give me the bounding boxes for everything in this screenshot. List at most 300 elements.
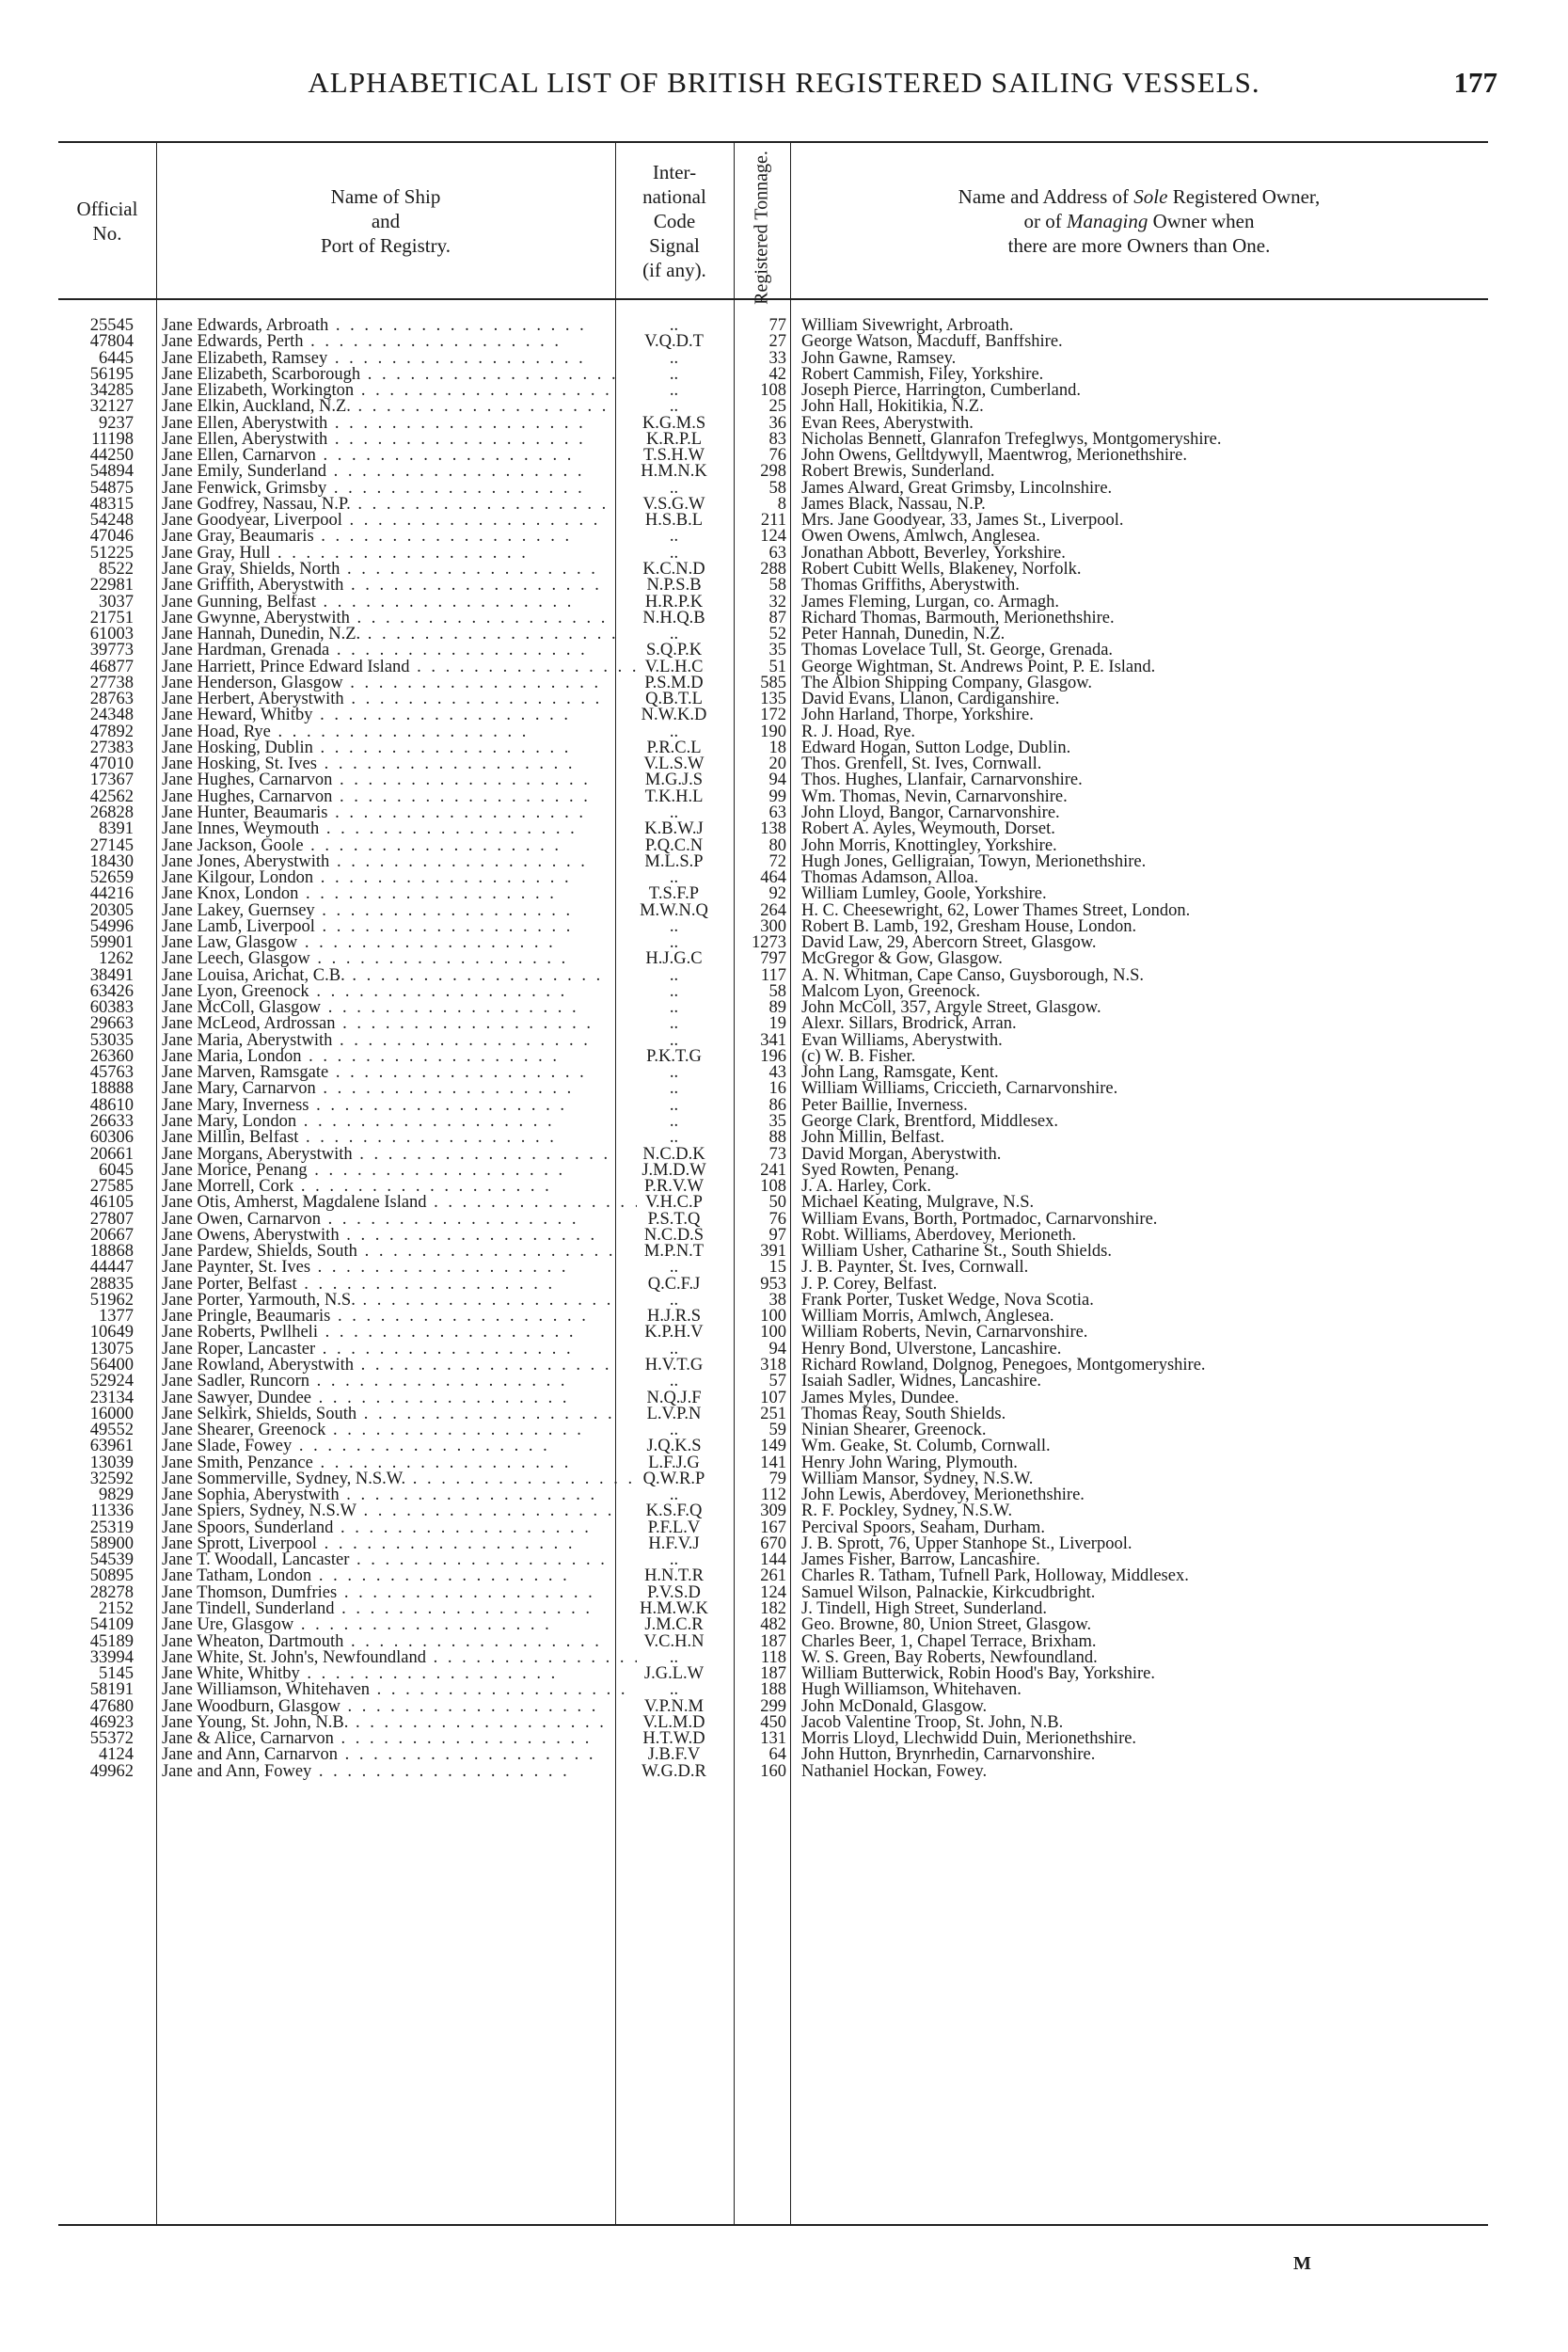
official-number: 18888: [89, 1079, 134, 1099]
owner: William Butterwick, Robin Hood's Bay, Yorkshire.: [801, 1666, 1155, 1683]
tonnage: 57: [768, 1372, 786, 1391]
owner: John Gawne, Ramsey.: [801, 350, 957, 367]
official-number: 32127: [89, 397, 134, 417]
owner: William Mansor, Sydney, N.S.W.: [801, 1470, 1034, 1488]
owner: Nathaniel Hockan, Fowey.: [801, 1763, 988, 1780]
tonnage: 124: [760, 527, 786, 547]
official-number: 8522: [99, 559, 134, 579]
official-number: 26828: [89, 803, 134, 822]
page-number: 177: [1453, 66, 1497, 99]
ship-name: Jane Griffith, Aberystwith . .: [162, 578, 637, 594]
tonnage: 58: [768, 478, 786, 498]
ship-name: Jane Morrell, Cork . .: [162, 1179, 637, 1195]
signal-code: ..: [669, 722, 679, 741]
signal-code: K.R.P.L: [645, 429, 703, 449]
ship-name: Jane T. Woodall, Lancaster . .: [162, 1552, 637, 1568]
owner: John Hutton, Brynrhedin, Carnarvonshire.: [801, 1747, 1096, 1764]
owner: Thos. Hughes, Llanfair, Carnarvonshire.: [801, 772, 1083, 789]
tonnage: 188: [760, 1680, 786, 1700]
official-number: 38491: [89, 965, 134, 985]
signal-code: ..: [669, 1095, 679, 1115]
ship-name: Jane Herbert, Aberystwith . .: [162, 691, 637, 707]
tonnage: 300: [760, 916, 786, 936]
signal-code: T.S.H.W: [643, 446, 705, 466]
tonnage: 42: [768, 364, 786, 384]
signal-code: N.P.S.B: [646, 576, 702, 596]
official-number: 39773: [89, 641, 134, 660]
signal-code: V.P.N.M: [644, 1696, 704, 1716]
signal-code: V.C.H.N: [643, 1631, 705, 1651]
ship-name: Jane Morgans, Aberystwith . .: [162, 1147, 637, 1163]
table-row: [58, 643, 1488, 659]
tonnage: 36: [768, 413, 786, 433]
official-number: 54248: [89, 511, 134, 531]
ship-name: Jane Williamson, Whitehaven . .: [162, 1682, 637, 1698]
ship-name: Jane Law, Glasgow . .: [162, 935, 637, 951]
ship-name: Jane Kilgour, London . .: [162, 870, 637, 886]
ship-name: Jane Hughes, Carnarvon . .: [162, 789, 637, 805]
header-text: Signal: [649, 233, 700, 257]
owner: Evan Williams, Aberystwith.: [801, 1032, 1003, 1049]
ship-name: Jane Maria, Aberystwith . .: [162, 1033, 637, 1049]
tonnage: 35: [768, 641, 786, 660]
ship-name: Jane Hardman, Grenada . .: [162, 643, 637, 659]
owner: William Lumley, Goole, Yorkshire.: [801, 886, 1047, 903]
tonnage: 58: [768, 981, 786, 1001]
tonnage: 167: [760, 1518, 786, 1537]
tonnage: 1273: [752, 933, 786, 953]
ship-name: Jane Emily, Sunderland . .: [162, 464, 637, 480]
official-number: 61003: [89, 625, 134, 644]
ship-name: Jane Sophia, Aberystwith . .: [162, 1487, 637, 1503]
official-number: 16000: [89, 1404, 134, 1423]
tonnage: 309: [760, 1502, 786, 1521]
tonnage: 15: [768, 1258, 786, 1278]
ship-name: Jane Gray, Shields, North . .: [162, 562, 637, 578]
table-row: [58, 821, 1488, 837]
official-number: 44447: [89, 1258, 134, 1278]
official-number: 59901: [89, 933, 134, 953]
table-row: [58, 399, 1488, 415]
tonnage: 94: [768, 771, 786, 790]
ship-name: Jane Lakey, Guernsey . .: [162, 903, 637, 919]
tonnage: 59: [768, 1421, 786, 1440]
official-number: 63961: [89, 1437, 134, 1456]
ship-name: Jane & Alice, Carnarvon . .: [162, 1731, 637, 1747]
official-number: 33994: [89, 1647, 134, 1667]
tonnage: 64: [768, 1745, 786, 1765]
ship-name: Jane Lyon, Greenock . .: [162, 984, 637, 1000]
ship-name: Jane Hannah, Dunedin, N.Z. . .: [162, 627, 637, 643]
official-number: 4124: [99, 1745, 134, 1765]
official-number: 60306: [89, 1128, 134, 1148]
tonnage: 211: [760, 511, 786, 531]
tonnage: 190: [760, 722, 786, 741]
signal-code: ..: [669, 1112, 679, 1132]
tonnage: 38: [768, 1290, 786, 1310]
signal-code: L.V.P.N: [646, 1404, 702, 1423]
owner: Hugh Jones, Gelligraian, Towyn, Merionethshire.: [801, 853, 1147, 871]
ship-name: Jane Goodyear, Liverpool . .: [162, 513, 637, 529]
official-number: 28835: [89, 1274, 134, 1294]
signal-code: ..: [669, 1063, 679, 1083]
official-number: 6045: [99, 1160, 134, 1180]
tonnage: 261: [760, 1566, 786, 1586]
owner: The Albion Shipping Company, Glasgow.: [801, 675, 1093, 692]
tonnage: 585: [760, 673, 786, 692]
official-number: 54109: [89, 1615, 134, 1635]
ship-name: Jane Otis, Amherst, Magdalene Island . .: [162, 1195, 637, 1211]
signal-code: H.R.P.K: [644, 592, 704, 612]
owner: McGregor & Gow, Glasgow.: [801, 951, 1003, 968]
ship-name: Jane Rowland, Aberystwith . .: [162, 1358, 637, 1374]
official-number: 11198: [91, 429, 134, 449]
table-body: [58, 318, 1488, 1780]
ship-name: Jane Ellen, Aberystwith . .: [162, 432, 637, 448]
signal-code: P.R.V.W: [644, 1177, 704, 1197]
tonnage: 141: [760, 1453, 786, 1472]
owner: George Watson, Macduff, Banffshire.: [801, 334, 1063, 351]
owner: Thos. Grenfell, St. Ives, Cornwall.: [801, 756, 1042, 773]
official-number: 49552: [89, 1421, 134, 1440]
official-number: 44216: [89, 884, 134, 904]
official-number: 1262: [99, 949, 134, 969]
signal-code: K.P.H.V: [644, 1323, 704, 1343]
ship-name: Jane Godfrey, Nassau, N.P. . .: [162, 497, 637, 513]
official-number: 52924: [89, 1372, 134, 1391]
header-text: Name of Ship: [330, 184, 441, 208]
signal-code: ..: [669, 1421, 679, 1440]
official-number: 50895: [89, 1566, 134, 1586]
signal-code: M.L.S.P: [644, 851, 704, 871]
ship-name: Jane and Ann, Carnarvon . .: [162, 1747, 637, 1763]
tonnage: 131: [760, 1729, 786, 1749]
tonnage: 52: [768, 625, 786, 644]
tonnage: 670: [760, 1534, 786, 1553]
official-number: 25545: [89, 316, 134, 335]
signal-code: V.H.C.P: [645, 1193, 703, 1213]
official-number: 56400: [89, 1356, 134, 1375]
official-number: 54894: [89, 462, 134, 482]
signal-code: H.T.W.D: [642, 1729, 705, 1749]
table-row: [58, 886, 1488, 902]
tonnage: 124: [760, 1582, 786, 1602]
official-number: 23134: [89, 1388, 134, 1407]
official-number: 48315: [89, 494, 134, 514]
table-row: [58, 334, 1488, 350]
signal-code: P.S.M.D: [644, 673, 704, 692]
tonnage: 138: [760, 819, 786, 839]
owner: James Black, Nassau, N.P.: [801, 496, 986, 514]
signal-code: Q.C.F.J: [647, 1274, 701, 1294]
signal-code: ..: [669, 364, 679, 384]
official-number: 47010: [89, 755, 134, 774]
official-number: 60383: [89, 998, 134, 1018]
signal-code: ..: [669, 1550, 679, 1570]
ship-name: Jane Sommerville, Sydney, N.S.W. . .: [162, 1471, 637, 1487]
signal-code: M.P.N.T: [643, 1242, 705, 1262]
table-row: [58, 1761, 1488, 1781]
ship-name: Jane Jones, Aberystwith . .: [162, 854, 637, 870]
owner: James Myles, Dundee.: [801, 1390, 959, 1406]
official-number: 58900: [89, 1534, 134, 1553]
owner: Nicholas Bennett, Glanrafon Trefeglwys, Montgomeryshire.: [801, 431, 1222, 449]
ship-name: Jane Smith, Penzance . .: [162, 1455, 637, 1471]
tonnage: 33: [768, 348, 786, 368]
signal-code: ..: [669, 933, 679, 953]
official-number: 34285: [89, 381, 134, 401]
signal-code: T.S.F.P: [648, 884, 700, 904]
signal-code: N.C.D.K: [642, 1144, 705, 1164]
signal-code: J.M.D.W: [641, 1160, 706, 1180]
signal-code: M.W.N.Q: [640, 900, 708, 920]
signal-code: J.B.F.V: [647, 1745, 701, 1765]
owner: R. F. Pockley, Sydney, N.S.W.: [801, 1503, 1013, 1520]
ship-name: Jane Sprott, Liverpool . .: [162, 1536, 637, 1552]
official-number: 54996: [89, 916, 134, 936]
header-rule: [58, 298, 1488, 300]
tonnage: 80: [768, 835, 786, 855]
signal-code: H.M.N.K: [641, 462, 707, 482]
ship-name: Jane Spoors, Sunderland . .: [162, 1520, 637, 1536]
owner: William Evans, Borth, Portmadoc, Carnarvonshire.: [801, 1211, 1158, 1228]
tonnage: 88: [768, 1128, 786, 1148]
tonnage: 464: [760, 868, 786, 888]
tonnage: 482: [760, 1615, 786, 1635]
tonnage: 35: [768, 1112, 786, 1132]
owner: Ninian Shearer, Greenock.: [801, 1422, 987, 1439]
ship-name: Jane Elizabeth, Ramsey . .: [162, 351, 637, 367]
table-row: [58, 1682, 1488, 1698]
owner: William Sivewright, Arbroath.: [801, 318, 1014, 335]
signal-code: N.C.D.S: [643, 1225, 705, 1245]
owner: John Morris, Knottingley, Yorkshire.: [801, 837, 1057, 854]
owner: Jacob Valentine Troop, St. John, N.B.: [801, 1714, 1064, 1732]
signal-code: ..: [669, 527, 679, 547]
owner: Michael Keating, Mulgrave, N.S.: [801, 1195, 1035, 1212]
ship-name: Jane Henderson, Glasgow . .: [162, 675, 637, 691]
tonnage: 118: [760, 1647, 786, 1667]
header-text: (if any).: [642, 258, 706, 281]
owner: Robert Cammish, Filey, Yorkshire.: [801, 366, 1044, 384]
owner: J. A. Harley, Cork.: [801, 1179, 932, 1196]
official-number: 54875: [89, 478, 134, 498]
official-number: 13039: [89, 1453, 134, 1472]
owner: Owen Owens, Amlwch, Anglesea.: [801, 529, 1040, 546]
tonnage: 144: [760, 1550, 786, 1570]
tonnage: 72: [768, 851, 786, 871]
tonnage: 107: [760, 1388, 786, 1407]
tonnage: 108: [760, 1177, 786, 1197]
signal-code: V.S.G.W: [642, 494, 705, 514]
header-ship-name: [156, 143, 615, 298]
ship-name: Jane Millin, Belfast . .: [162, 1130, 637, 1146]
ship-name: Jane Hoad, Rye . .: [162, 724, 637, 740]
ship-name: Jane Leech, Glasgow . .: [162, 951, 637, 967]
ship-name: Jane White, St. John's, Newfoundland . .: [162, 1650, 637, 1666]
official-number: 54539: [89, 1550, 134, 1570]
owner: Thomas Adamson, Alloa.: [801, 870, 979, 887]
ship-name: Jane Selkirk, Shields, South . .: [162, 1406, 637, 1422]
header-owner-line-1: Name and Address of Sole Registered Owner,: [958, 184, 1321, 208]
owner: William Morris, Amlwch, Anglesea.: [801, 1309, 1054, 1326]
ship-name: Jane Edwards, Perth . .: [162, 334, 637, 350]
official-number: 9829: [99, 1486, 134, 1505]
owner: David Law, 29, Abercorn Street, Glasgow.: [801, 935, 1097, 952]
official-number: 6445: [99, 348, 134, 368]
official-number: 46877: [89, 657, 134, 676]
owner: Charles R. Tatham, Tufnell Park, Holloway, Middlesex.: [801, 1568, 1189, 1585]
ship-name: Jane Ellen, Carnarvon . .: [162, 448, 637, 464]
signal-code: H.V.T.G: [644, 1356, 704, 1375]
table-row: [58, 1617, 1488, 1633]
official-number: 53035: [89, 1030, 134, 1050]
official-number: 8391: [99, 819, 134, 839]
owner: Isaiah Sadler, Widnes, Lancashire.: [801, 1374, 1042, 1391]
ship-name: Jane Gray, Hull . .: [162, 546, 637, 562]
header-text: No.: [92, 221, 122, 245]
table-row: [58, 1438, 1488, 1454]
official-number: 45763: [89, 1063, 134, 1083]
ship-name: Jane Pringle, Beaumaris . .: [162, 1309, 637, 1325]
signal-code: ..: [669, 1014, 679, 1034]
signal-code: S.Q.P.K: [645, 641, 703, 660]
signal-code: ..: [669, 981, 679, 1001]
signal-code: ..: [669, 803, 679, 822]
owner: David Morgan, Aberystwith.: [801, 1146, 1002, 1163]
ship-name: Jane McLeod, Ardrossan . .: [162, 1016, 637, 1032]
ship-name: Jane McColl, Glasgow . .: [162, 1000, 637, 1016]
official-number: 2152: [99, 1598, 134, 1618]
official-number: 46105: [89, 1193, 134, 1213]
ship-name: Jane Hughes, Carnarvon . .: [162, 772, 637, 788]
owner: George Wightman, St. Andrews Point, P. E. Island.: [801, 659, 1156, 675]
ship-name: Jane Porter, Belfast . .: [162, 1277, 637, 1293]
official-number: 45189: [89, 1631, 134, 1651]
owner: Robert A. Ayles, Weymouth, Dorset.: [801, 821, 1055, 838]
tonnage: 187: [760, 1631, 786, 1651]
tonnage: 953: [760, 1274, 786, 1294]
official-number: 49962: [89, 1761, 134, 1781]
signal-code: Q.B.T.L: [645, 690, 703, 709]
signal-code: ..: [669, 1647, 679, 1667]
tonnage: 87: [768, 608, 786, 628]
tonnage: 51: [768, 657, 786, 676]
official-number: 56195: [89, 364, 134, 384]
header-text: national: [642, 184, 706, 208]
signal-code: P.R.C.L: [646, 738, 702, 757]
tonnage: 77: [768, 316, 786, 335]
ship-name: Jane Marven, Ramsgate . .: [162, 1065, 637, 1081]
tonnage: 187: [760, 1664, 786, 1684]
ship-name: Jane Elkin, Auckland, N.Z. . .: [162, 399, 637, 415]
signal-code: V.L.M.D: [642, 1712, 705, 1732]
official-number: 22981: [89, 576, 134, 596]
signal-code: ..: [669, 478, 679, 498]
ship-name: Jane Innes, Weymouth . .: [162, 821, 637, 837]
signal-code: ..: [669, 348, 679, 368]
ship-name: Jane Mary, London . .: [162, 1114, 637, 1130]
tonnage: 117: [760, 965, 786, 985]
tonnage: 318: [760, 1356, 786, 1375]
ship-name: Jane Owen, Carnarvon . .: [162, 1212, 637, 1228]
ship-name: Jane Hosking, Dublin . .: [162, 740, 637, 756]
header-owner: [790, 143, 1488, 298]
header-text: Official: [76, 197, 138, 220]
signal-code: ..: [669, 1680, 679, 1700]
owner: Wm. Geake, St. Columb, Cornwall.: [801, 1438, 1051, 1455]
signal-code: P.S.T.Q: [647, 1209, 701, 1229]
signal-code: K.G.M.S: [641, 413, 706, 433]
header-official-no: [58, 143, 156, 298]
owner: Mrs. Jane Goodyear, 33, James St., Liverpool.: [801, 513, 1124, 530]
owner: James Fleming, Lurgan, co. Armagh.: [801, 594, 1060, 611]
ship-name: Jane Porter, Yarmouth, N.S. . .: [162, 1293, 637, 1309]
owner: J. P. Corey, Belfast.: [801, 1276, 938, 1293]
signal-code: Q.W.R.P: [642, 1469, 705, 1488]
signal-code: ..: [669, 543, 679, 563]
signal-code: M.G.J.S: [644, 771, 704, 790]
owner: John Lang, Ramsgate, Kent.: [801, 1065, 999, 1082]
owner: J. B. Paynter, St. Ives, Cornwall.: [801, 1260, 1029, 1277]
header-text: Code: [653, 209, 696, 232]
tonnage: 79: [768, 1469, 786, 1488]
official-number: 5145: [99, 1664, 134, 1684]
signal-code: ..: [669, 1372, 679, 1391]
signal-code: P.Q.C.N: [644, 835, 704, 855]
signal-code: L.F.J.G: [648, 1453, 700, 1472]
official-number: 21751: [89, 608, 134, 628]
signal-code: W.G.D.R: [641, 1761, 706, 1781]
signal-code: H.J.G.C: [645, 949, 703, 969]
tonnage: 99: [768, 787, 786, 806]
ship-name: Jane Sadler, Runcorn . .: [162, 1374, 637, 1390]
official-number: 46923: [89, 1712, 134, 1732]
owner: Morris Lloyd, Llechwidd Duin, Merionethshire.: [801, 1731, 1137, 1748]
ship-name: Jane Young, St. John, N.B. . .: [162, 1715, 637, 1731]
owner: W. S. Green, Bay Roberts, Newfoundland.: [801, 1649, 1098, 1667]
table-row: [58, 1130, 1488, 1146]
official-number: 47892: [89, 722, 134, 741]
ship-name: Jane Paynter, St. Ives . .: [162, 1260, 637, 1276]
tonnage: 76: [768, 446, 786, 466]
owner: John Hall, Hokitikia, N.Z.: [801, 399, 984, 416]
official-number: 20661: [89, 1144, 134, 1164]
owner: Peter Hannah, Dunedin, N.Z.: [801, 627, 1006, 644]
owner: R. J. Hoad, Rye.: [801, 723, 916, 740]
official-number: 3037: [99, 592, 134, 612]
header-text: Inter-: [652, 160, 697, 183]
tonnage: 100: [760, 1307, 786, 1327]
owner: John Millin, Belfast.: [801, 1130, 945, 1147]
header-tonnage: [734, 151, 790, 305]
ship-name: Jane Edwards, Arbroath . .: [162, 318, 637, 334]
tonnage: 391: [760, 1242, 786, 1262]
ship-name: Jane Harriett, Prince Edward Island . .: [162, 660, 637, 675]
table-row: [58, 1374, 1488, 1390]
ship-name: Jane Shearer, Greenock . .: [162, 1422, 637, 1438]
tonnage: 63: [768, 803, 786, 822]
tonnage: 450: [760, 1712, 786, 1732]
owner: Charles Beer, 1, Chapel Terrace, Brixham.: [801, 1633, 1097, 1650]
signal-code: ..: [669, 1128, 679, 1148]
official-number: 52659: [89, 868, 134, 888]
tonnage: 149: [760, 1437, 786, 1456]
owner: Alexr. Sillars, Brodrick, Arran.: [801, 1016, 1017, 1033]
tonnage: 27: [768, 332, 786, 352]
official-number: 26360: [89, 1046, 134, 1066]
tonnage: 8: [777, 494, 786, 514]
